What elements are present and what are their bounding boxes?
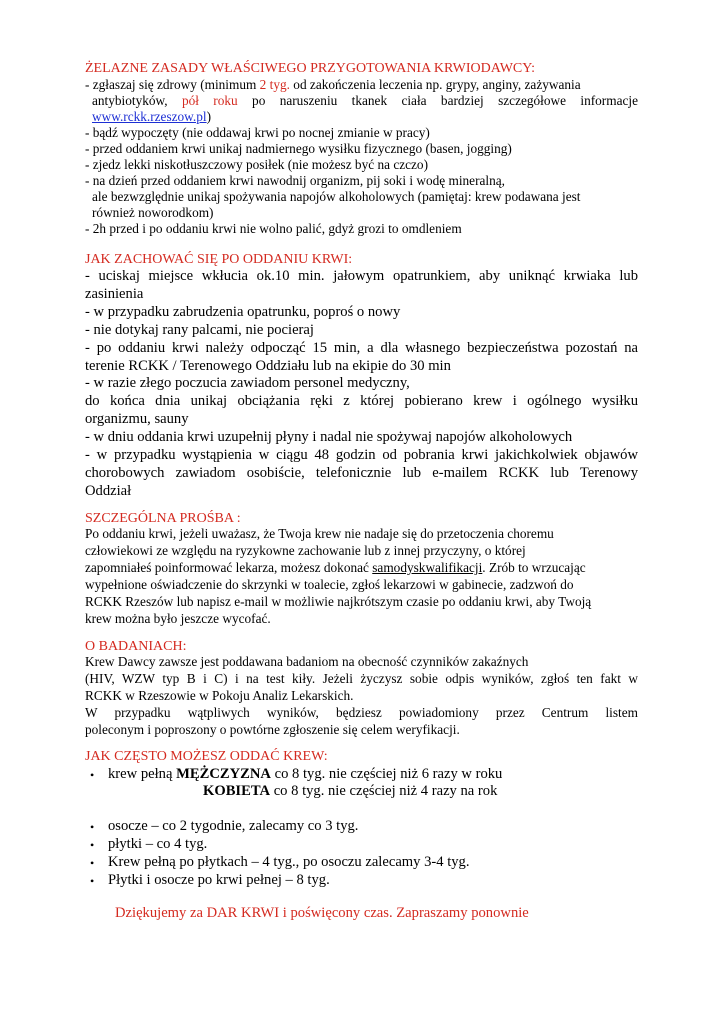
- text-line: ale bezwzględnie unikaj spożywania napojów alkoholowych (pamiętaj: krew podawana jest: [92, 189, 581, 204]
- text-line: krew można było jeszcze wycofać.: [85, 611, 271, 626]
- text-line: - na dzień przed oddaniem krwi nawodnij organizm, pij soki i wodę mineralną,: [85, 173, 505, 188]
- list-item: płytki – co 4 tyg.: [108, 836, 208, 852]
- bullet-marker: •: [90, 838, 95, 852]
- text-line: wypełnione oświadczenie do skrzynki w toalecie, zgłoś lekarzowi w gabinecie, zadzwoń do: [85, 577, 574, 592]
- text-line: RCKK Rzeszów lub napisz e-mail w możliwie najkrótszym czasie po oddaniu krwi, aby Twoją: [85, 594, 592, 609]
- text-line: - uciskaj miejsce wkłucia ok.10 min. jałowym opatrunkiem, aby uniknąć krwiaka lub: [85, 268, 638, 284]
- section-3-heading: SZCZEGÓLNA PROŚBA :: [85, 511, 241, 526]
- section-2-heading: JAK ZACHOWAĆ SIĘ PO ODDANIU KRWI:: [85, 252, 353, 267]
- underlined-term: samodyskwalifikacji: [372, 560, 483, 575]
- text-line: Oddział: [85, 483, 132, 499]
- list-item: krew pełną MĘŻCZYZNA co 8 tyg. nie częściej niż 6 razy w roku: [108, 766, 503, 782]
- text-line: zapomniałeś poinformować lekarza, możesz dokonać samodyskwalifikacji. Zrób to wrzucając: [85, 560, 586, 575]
- text-line: do końca dnia unikaj obciążania ręki z której pobierano krew i ogólnego wysiłku: [85, 393, 638, 409]
- section-1-heading: ŻELAZNE ZASADY WŁAŚCIWEGO PRZYGOTOWANIA KRWIODAWCY:: [85, 61, 535, 76]
- text-line: (HIV, WZW typ B i C) i na test kiły. Jeżeli życzysz sobie odpis wyników, zgłoś ten fakt w: [85, 671, 638, 686]
- text-line: - w przypadku zabrudzenia opatrunku, poproś o nowy: [85, 304, 401, 320]
- bullet-marker: •: [90, 768, 95, 782]
- website-link[interactable]: www.rckk.rzeszow.pl: [92, 109, 207, 124]
- list-item-continuation: KOBIETA co 8 tyg. nie częściej niż 4 razy na rok: [203, 783, 498, 799]
- text-line: - przed oddaniem krwi unikaj nadmiernego wysiłku fizycznego (basen, jogging): [85, 141, 512, 156]
- text-line: również noworodkom): [92, 205, 214, 220]
- text-line: poleconym i poproszony o powtórne zgłoszenie się celem weryfikacji.: [85, 722, 460, 737]
- bullet-marker: •: [90, 820, 95, 834]
- text-line: - nie dotykaj rany palcami, nie pocieraj: [85, 322, 314, 338]
- text-line: chorobowych zawiadom osobiście, telefonicznie lub e-mailem RCKK lub Terenowy: [85, 465, 638, 481]
- thank-you-note: Dziękujemy za DAR KRWI i poświęcony czas. Zapraszamy ponownie: [115, 905, 529, 921]
- text-line: RCKK w Rzeszowie w Pokoju Analiz Lekarskich.: [85, 688, 354, 703]
- text-line: antybiotyków, pół roku po naruszeniu tkanek ciała bardziej szczegółowe informacje: [92, 93, 638, 108]
- text-line: - w razie złego poczucia zawiadom personel medyczny,: [85, 375, 410, 391]
- text-line: człowiekowi ze względu na ryzykowne zachowanie lub z innej przyczyny, o której: [85, 543, 526, 558]
- text-line: Krew Dawcy zawsze jest poddawana badaniom na obecność czynników zakaźnych: [85, 654, 529, 669]
- list-item: osocze – co 2 tygodnie, zalecamy co 3 tyg.: [108, 818, 359, 834]
- highlight: pół roku: [181, 93, 238, 108]
- bullet-marker: •: [90, 874, 95, 888]
- section-5-heading: JAK CZĘSTO MOŻESZ ODDAĆ KREW:: [85, 749, 328, 764]
- text-line: organizmu, sauny: [85, 411, 189, 427]
- highlight: 2 tyg.: [259, 77, 290, 92]
- text-line: - 2h przed i po oddaniu krwi nie wolno palić, gdyż grozi to omdleniem: [85, 221, 462, 236]
- list-item: Krew pełną po płytkach – 4 tyg., po osoczu zalecamy 3-4 tyg.: [108, 854, 470, 870]
- text-line: - zjedz lekki niskotłuszczowy posiłek (nie możesz być na czczo): [85, 157, 428, 172]
- text-line: zasinienia: [85, 286, 144, 302]
- text-line: - zgłaszaj się zdrowy (minimum 2 tyg. od zakończenia leczenia np. grypy, anginy, zażywania: [85, 77, 581, 92]
- list-item: Płytki i osocze po krwi pełnej – 8 tyg.: [108, 872, 330, 888]
- text-line: - w dniu oddania krwi uzupełnij płyny i nadal nie spożywaj napojów alkoholowych: [85, 429, 573, 445]
- text-line: - bądź wypoczęty (nie oddawaj krwi po nocnej zmianie w pracy): [85, 125, 430, 140]
- text-line: - po oddaniu krwi należy odpocząć 15 min, a dla własnego bezpieczeństwa pozostań na: [85, 340, 638, 356]
- text-line: terenie RCKK / Terenowego Oddziału lub na ekipie do 30 min: [85, 358, 451, 374]
- text-line: Po oddaniu krwi, jeżeli uważasz, że Twoja krew nie nadaje się do przetoczenia choremu: [85, 526, 554, 541]
- bullet-marker: •: [90, 856, 95, 870]
- text-line: www.rckk.rzeszow.pl): [92, 109, 212, 124]
- text-line: W przypadku wątpliwych wyników, będziesz powiadomiony przez Centrum listem: [85, 705, 638, 720]
- section-4-heading: O BADANIACH:: [85, 639, 187, 654]
- text-line: - w przypadku wystąpienia w ciągu 48 godzin od pobrania krwi jakichkolwiek objawów: [85, 447, 638, 463]
